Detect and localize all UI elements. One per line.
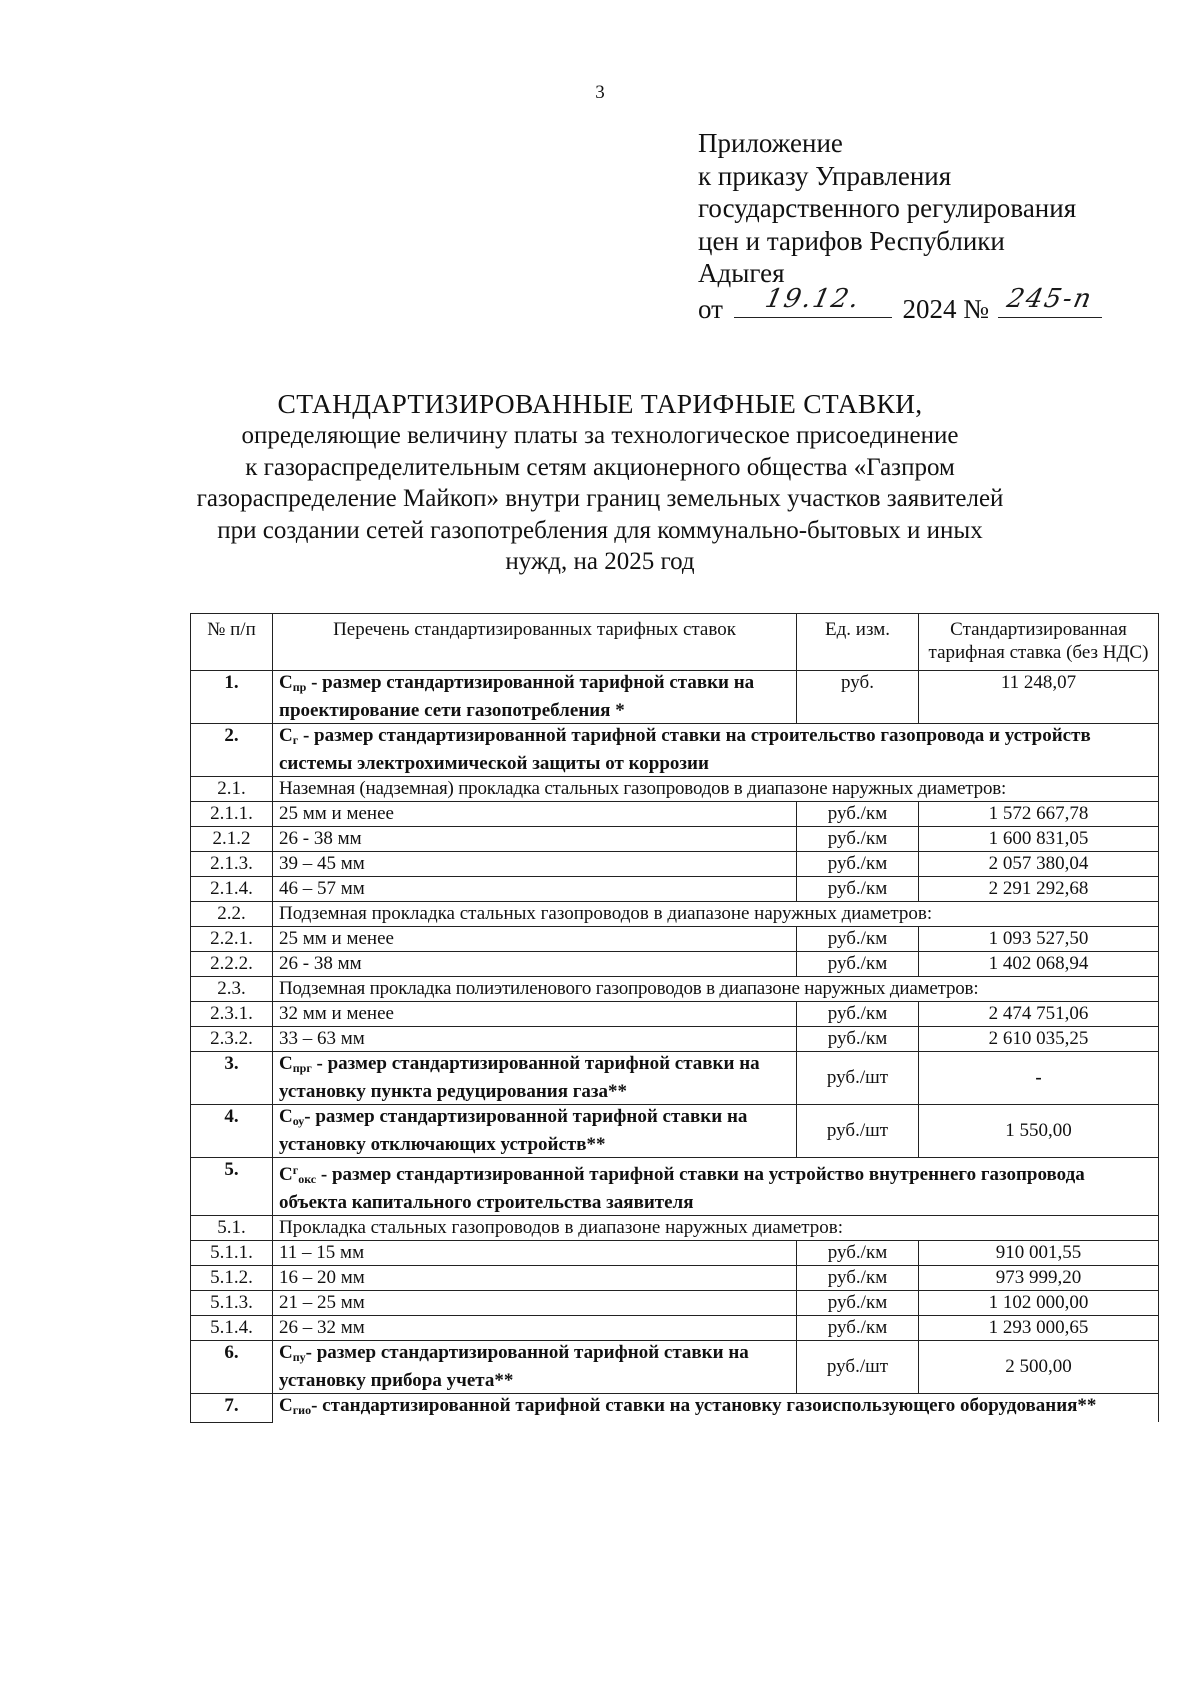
row-number: 5.1. <box>191 1216 273 1241</box>
row-unit: руб./км <box>797 1291 919 1316</box>
row-number: 5.1.4. <box>191 1316 273 1341</box>
appendix-line: Адыгея <box>698 258 785 288</box>
table-row <box>191 827 1159 852</box>
row-number: 2.2.2. <box>191 952 273 977</box>
row-number: 2.3. <box>191 977 273 1002</box>
row-unit: руб./км <box>797 1316 919 1341</box>
row-description: 21 – 25 мм <box>273 1291 797 1316</box>
table-row <box>191 977 1159 1002</box>
row-number: 2.2. <box>191 902 273 927</box>
row-number: 6. <box>191 1341 273 1394</box>
row-number: 5. <box>191 1158 273 1216</box>
row-description: 46 – 57 мм <box>273 877 797 902</box>
row-value: 1 293 000,65 <box>919 1316 1159 1341</box>
row-number: 2.1.2 <box>191 827 273 852</box>
order-date-line <box>698 284 1102 326</box>
table-row <box>191 877 1159 902</box>
row-value: 1 402 068,94 <box>919 952 1159 977</box>
tariff-table <box>190 613 1159 1423</box>
order-number-field <box>998 284 1102 318</box>
document-title <box>150 388 1050 578</box>
table-row <box>191 852 1159 877</box>
row-description: 25 мм и менее <box>273 927 797 952</box>
table-row <box>191 671 1159 724</box>
table-row <box>191 1341 1159 1394</box>
table-row <box>191 1158 1159 1216</box>
row-unit: руб./шт <box>797 1052 919 1105</box>
row-value: 2 291 292,68 <box>919 877 1159 902</box>
row-description: $С_{прг}$ - размер стандартизированной тарифной ставки на установку пункта редуцирования газа** <box>273 1052 797 1105</box>
row-number: 7. <box>191 1394 273 1423</box>
row-unit: руб./км <box>797 1241 919 1266</box>
appendix-line: к приказу Управления <box>698 160 952 191</box>
row-value: 1 600 831,05 <box>919 827 1159 852</box>
row-number: 2.3.2. <box>191 1027 273 1052</box>
header-description: Перечень стандартизированных тарифных ставок <box>273 614 797 671</box>
handwritten-date: 19.12. <box>762 284 864 314</box>
row-number: 2.2.1. <box>191 927 273 952</box>
handwritten-order-number: 245-п <box>1004 284 1096 314</box>
row-description: Наземная (надземная) прокладка стальных газопроводов в диапазоне наружных диаметров: <box>273 777 1159 802</box>
page-number: 3 <box>595 82 605 103</box>
row-number: 2.3.1. <box>191 1002 273 1027</box>
title-sub-line: нужд, на 2025 год <box>505 548 695 575</box>
title-sub-line: при создании сетей газопотребления для коммунально-бытовых и иных <box>217 516 983 544</box>
row-description: 26 - 38 мм <box>273 952 797 977</box>
row-number: 5.1.1. <box>191 1241 273 1266</box>
row-description: 16 – 20 мм <box>273 1266 797 1291</box>
table-row <box>191 1002 1159 1027</box>
title-main: СТАНДАРТИЗИРОВАННЫЕ ТАРИФНЫЕ СТАВКИ, <box>277 388 923 419</box>
title-sub-line: газораспределение Майкоп» внутри границ земельных участков заявителей <box>196 485 1004 512</box>
appendix-block <box>698 127 1102 325</box>
row-description: 39 – 45 мм <box>273 852 797 877</box>
row-value: 1 572 667,78 <box>919 802 1159 827</box>
row-number: 3. <box>191 1052 273 1105</box>
row-number: 5.1.2. <box>191 1266 273 1291</box>
row-number: 2.1.4. <box>191 877 273 902</box>
row-unit: руб./км <box>797 877 919 902</box>
row-description: $С_{пу}-$ размер стандартизированной тарифной ставки на установку прибора учета** <box>273 1341 797 1394</box>
row-description: $С_{гио}-$ стандартизированной тарифной ставки на установку газоиспользующего оборудования** <box>273 1394 1159 1423</box>
row-description: 11 – 15 мм <box>273 1241 797 1266</box>
row-description: 26 - 38 мм <box>273 827 797 852</box>
table-row <box>191 952 1159 977</box>
row-unit: руб./км <box>797 1002 919 1027</box>
table-row <box>191 777 1159 802</box>
table-row <box>191 1291 1159 1316</box>
row-number: 2.1.3. <box>191 852 273 877</box>
table-row <box>191 1266 1159 1291</box>
row-value: 973 999,20 <box>919 1266 1159 1291</box>
row-description: 33 – 63 мм <box>273 1027 797 1052</box>
row-value: 910 001,55 <box>919 1241 1159 1266</box>
header-unit: Ед. изм. <box>797 614 919 671</box>
row-number: 1. <box>191 671 273 724</box>
header-value: Стандартизированная тарифная ставка (без НДС) <box>919 614 1159 671</box>
row-value: 1 093 527,50 <box>919 927 1159 952</box>
row-number: 2. <box>191 724 273 777</box>
row-unit: руб./км <box>797 927 919 952</box>
row-value: 1 102 000,00 <box>919 1291 1159 1316</box>
row-value: - <box>919 1052 1159 1105</box>
row-number: 4. <box>191 1105 273 1158</box>
row-number: 5.1.3. <box>191 1291 273 1316</box>
row-value: 2 474 751,06 <box>919 1002 1159 1027</box>
year-number-label: 2024 № <box>902 293 989 324</box>
row-description: Прокладка стальных газопроводов в диапазоне наружных диаметров: <box>273 1216 1159 1241</box>
row-unit: руб./км <box>797 952 919 977</box>
header-num: № п/п <box>191 614 273 671</box>
row-description: 32 мм и менее <box>273 1002 797 1027</box>
table-row <box>191 1216 1159 1241</box>
row-unit: руб. <box>797 671 919 724</box>
row-value: 11 248,07 <box>919 671 1159 724</box>
table-row <box>191 802 1159 827</box>
appendix-line: цен и тарифов Республики <box>698 225 1005 256</box>
row-number: 2.1.1. <box>191 802 273 827</box>
row-description: $С_{оу}-$ размер стандартизированной тарифной ставки на установку отключающих устройств** <box>273 1105 797 1158</box>
row-value: 2 500,00 <box>919 1341 1159 1394</box>
table-row <box>191 1052 1159 1105</box>
row-unit: руб./шт <box>797 1341 919 1394</box>
appendix-line: государственного регулирования <box>698 193 1077 223</box>
row-description: 26 – 32 мм <box>273 1316 797 1341</box>
row-unit: руб./км <box>797 802 919 827</box>
row-unit: руб./км <box>797 1266 919 1291</box>
row-description: $С_{пр}$ - размер стандартизированной тарифной ставки на проектирование сети газопотребления * <box>273 671 797 724</box>
row-value: 2 610 035,25 <box>919 1027 1159 1052</box>
row-unit: руб./км <box>797 1027 919 1052</box>
title-sub-line: к газораспределительным сетям акционерного общества «Газпром <box>245 453 955 481</box>
table-row <box>191 1105 1159 1158</box>
row-value: 1 550,00 <box>919 1105 1159 1158</box>
row-number: 2.1. <box>191 777 273 802</box>
row-unit: руб./км <box>797 852 919 877</box>
title-sub-line: определяющие величину платы за технологическое присоединение <box>241 422 959 449</box>
table-row <box>191 1394 1159 1423</box>
date-field <box>734 284 892 318</box>
date-prefix: от <box>698 293 723 324</box>
row-unit: руб./шт <box>797 1105 919 1158</box>
appendix-line: Приложение <box>698 128 843 158</box>
table-row <box>191 724 1159 777</box>
row-description: $С^г_{окс}$ - размер стандартизированной тарифной ставки на устройство внутреннего газопровода объекта капитального строительства заявителя <box>273 1158 1159 1216</box>
table-header-row <box>191 614 1159 671</box>
table-row <box>191 1027 1159 1052</box>
table-row <box>191 902 1159 927</box>
row-description: Подземная прокладка стальных газопроводов в диапазоне наружных диаметров: <box>273 902 1159 927</box>
table-row <box>191 1241 1159 1266</box>
row-description: Подземная прокладка полиэтиленового газопроводов в диапазоне наружных диаметров: <box>273 977 1159 1002</box>
row-description: 25 мм и менее <box>273 802 797 827</box>
table-row <box>191 927 1159 952</box>
row-description: $С_г$ - размер стандартизированной тарифной ставки на строительство газопровода и устройств системы электрохимической защиты от коррозии <box>273 724 1159 777</box>
table-row <box>191 1316 1159 1341</box>
row-value: 2 057 380,04 <box>919 852 1159 877</box>
row-unit: руб./км <box>797 827 919 852</box>
